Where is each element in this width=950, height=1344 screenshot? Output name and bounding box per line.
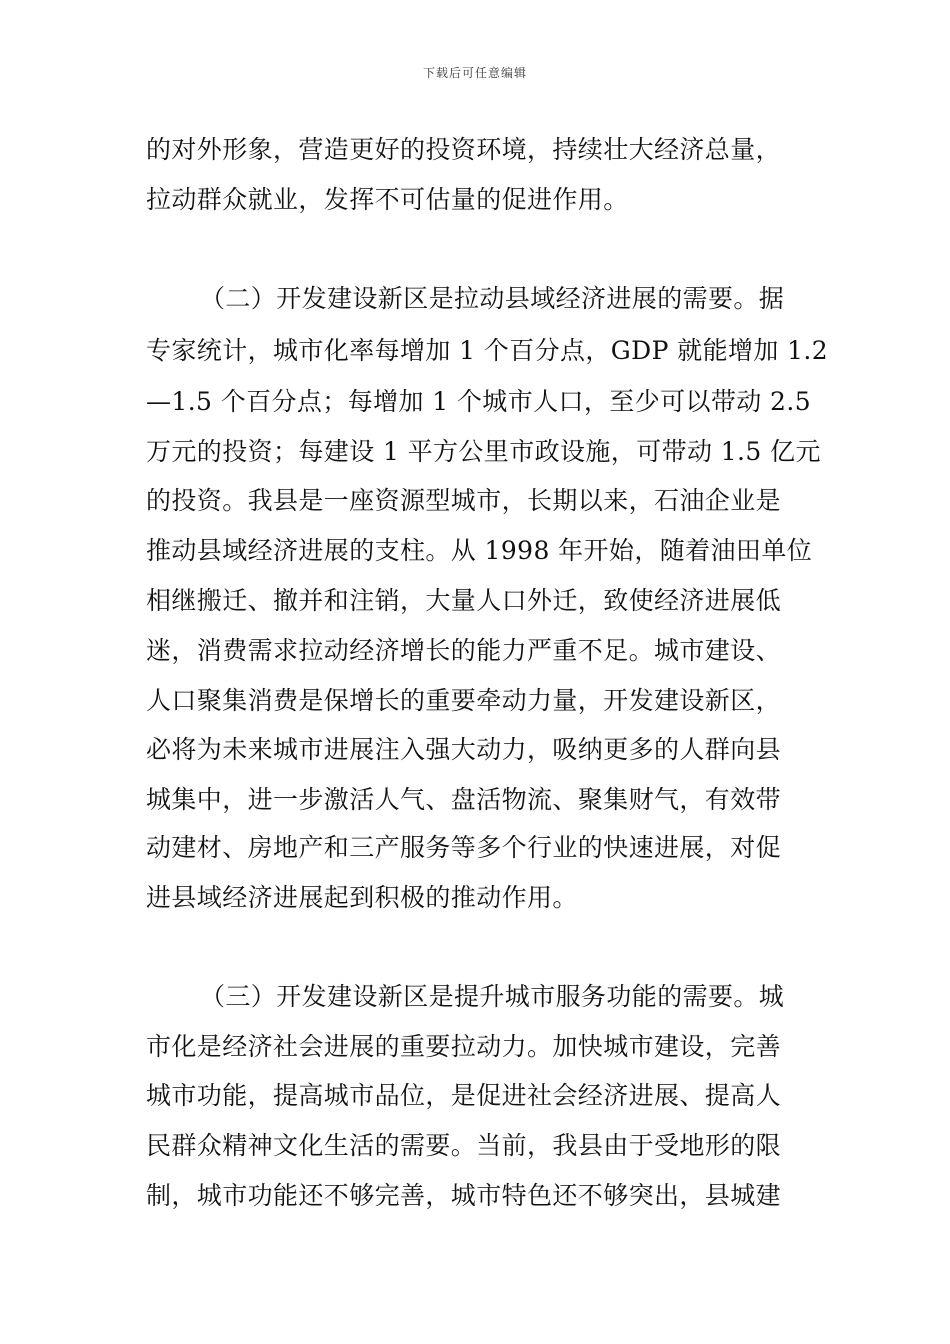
text-line: 迷，消费需求拉动经济增长的能力严重不足。城市建设、 xyxy=(146,636,782,665)
text-line: 拉动群众就业，发挥不可估量的促进作用。 xyxy=(146,185,629,214)
page-header: 下载后可任意编辑 xyxy=(422,66,527,80)
text-line: 进县域经济进展起到积极的推动作用。 xyxy=(146,883,578,912)
text-line: 万元的投资；每建设 1 平方公里市政设施，可带动 1.5 亿元 xyxy=(146,437,821,466)
text-line: 人口聚集消费是保增长的重要牵动力量，开发建设新区， xyxy=(146,686,782,715)
text-line: 动建材、房地产和三产服务等多个行业的快速进展，对促 xyxy=(146,833,782,862)
text-line: 的对外形象，营造更好的投资环境，持续壮大经济总量， xyxy=(146,135,782,164)
text-line: 相继搬迁、撤并和注销，大量人口外迁，致使经济进展低 xyxy=(146,586,782,615)
text-line: 民群众精神文化生活的需要。当前，我县由于受地形的限 xyxy=(146,1131,782,1160)
text-line: —1.5 个百分点；每增加 1 个城市人口，至少可以带动 2.5 xyxy=(146,387,812,416)
text-line: 专家统计，城市化率每增加 1 个百分点，GDP 就能增加 1.2 xyxy=(146,336,829,365)
text-line: 制，城市功能还不够完善，城市特色还不够突出，县城建 xyxy=(146,1181,782,1210)
text-line: 的投资。我县是一座资源型城市，长期以来，石油企业是 xyxy=(146,486,782,515)
text-line: 推动县域经济进展的支柱。从 1998 年开始，随着油田单位 xyxy=(146,536,813,565)
text-line: 城市功能，提高城市品位，是促进社会经济进展、提高人 xyxy=(146,1081,782,1110)
text-line: 市化是经济社会进展的重要拉动力。加快城市建设，完善 xyxy=(146,1032,782,1061)
text-line: 必将为未来城市进展注入强大动力，吸纳更多的人群向县 xyxy=(146,735,782,764)
paragraph-heading-3: （三）开发建设新区是提升城市服务功能的需要。城 xyxy=(200,982,785,1011)
paragraph-heading-2: （二）开发建设新区是拉动县域经济进展的需要。据 xyxy=(200,284,785,313)
text-line: 城集中，进一步激活人气、盘活物流、聚集财气，有效带 xyxy=(146,785,782,814)
